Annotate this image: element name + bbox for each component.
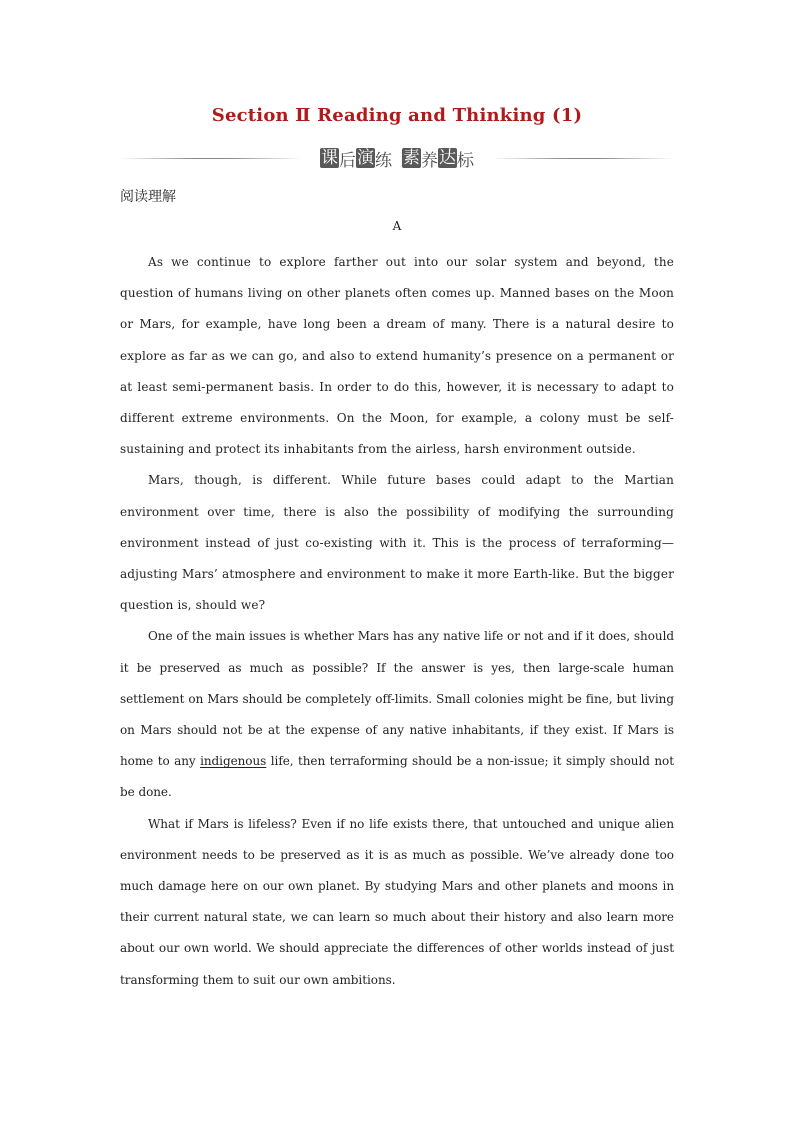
passage-heading: A [392, 219, 402, 233]
paragraph-2: Mars, though, is different. While future bases could adapt to the Martian environment over time, there is also the possibility of modifying the surrounding environment instead of just co-existing with it. This is the process of terraforming—adjusting Mars’ atmosphere and environment to make it more Earth-like. But the bigger question is, should we? [120, 473, 674, 613]
paragraph-3-text-end: life, then terraforming should be a non-issue; it simply should not be done. [120, 754, 674, 800]
banner-char: 练 [375, 150, 392, 171]
paragraph-4: What if Mars is lifeless? Even if no life exists there, that untouched and unique alien environment needs to be preserved as it is as much as possible. We’ve already done too much damage here on our own planet. By studying Mars and other planets and moons in their current natural state, we can learn so much about their history and also learn more about our own world. We should appreciate the differences of other worlds instead of just transforming them to suit our own ambitions. [120, 816, 674, 987]
passage-body [120, 247, 674, 996]
banner-char-highlight: 课 [321, 148, 338, 168]
banner-divider-left [120, 158, 302, 159]
banner-char-highlight: 达 [439, 148, 456, 168]
banner-char: 后 [339, 150, 356, 171]
banner-divider-right [492, 158, 674, 159]
underlined-word: indigenous [200, 754, 267, 769]
banner-group-1 [320, 146, 392, 171]
banner-char-highlight: 素 [403, 148, 420, 168]
paragraph-1: As we continue to explore farther out into our solar system and beyond, the question of humans living on other planets often comes up. Manned bases on the Moon or Mars, for example, have long been a dream of many. There is a natural desire to explore as far as we can go, and also to extend humanity’s presence on a permanent or at least semi-permanent basis. In order to do this, however, it is necessary to adapt to different extreme environments. On the Moon, for example, a colony must be self-sustaining and protect its inhabitants from the airless, harsh environment outside. [120, 255, 674, 457]
paragraph-3-text-start: One of the main issues is whether Mars has any native life or not and if it does, should it be preserved as much as possible? If the answer is yes, then large-scale human settlement on Mars should be completely off-limits. Small colonies might be fine, but living on Mars should not be at the expense of any native inhabitants, if they exist. If Mars is home to any [120, 629, 674, 769]
banner-char-highlight: 演 [357, 148, 374, 168]
banner-label [310, 146, 484, 170]
section-title: Section Ⅱ Reading and Thinking (1) [211, 105, 583, 126]
section-banner [120, 146, 674, 170]
section-label: 阅读理解 [120, 189, 176, 205]
banner-char: 养 [421, 150, 438, 171]
banner-char: 标 [457, 150, 474, 171]
banner-group-2 [402, 146, 474, 171]
paragraph-3 [120, 621, 674, 808]
